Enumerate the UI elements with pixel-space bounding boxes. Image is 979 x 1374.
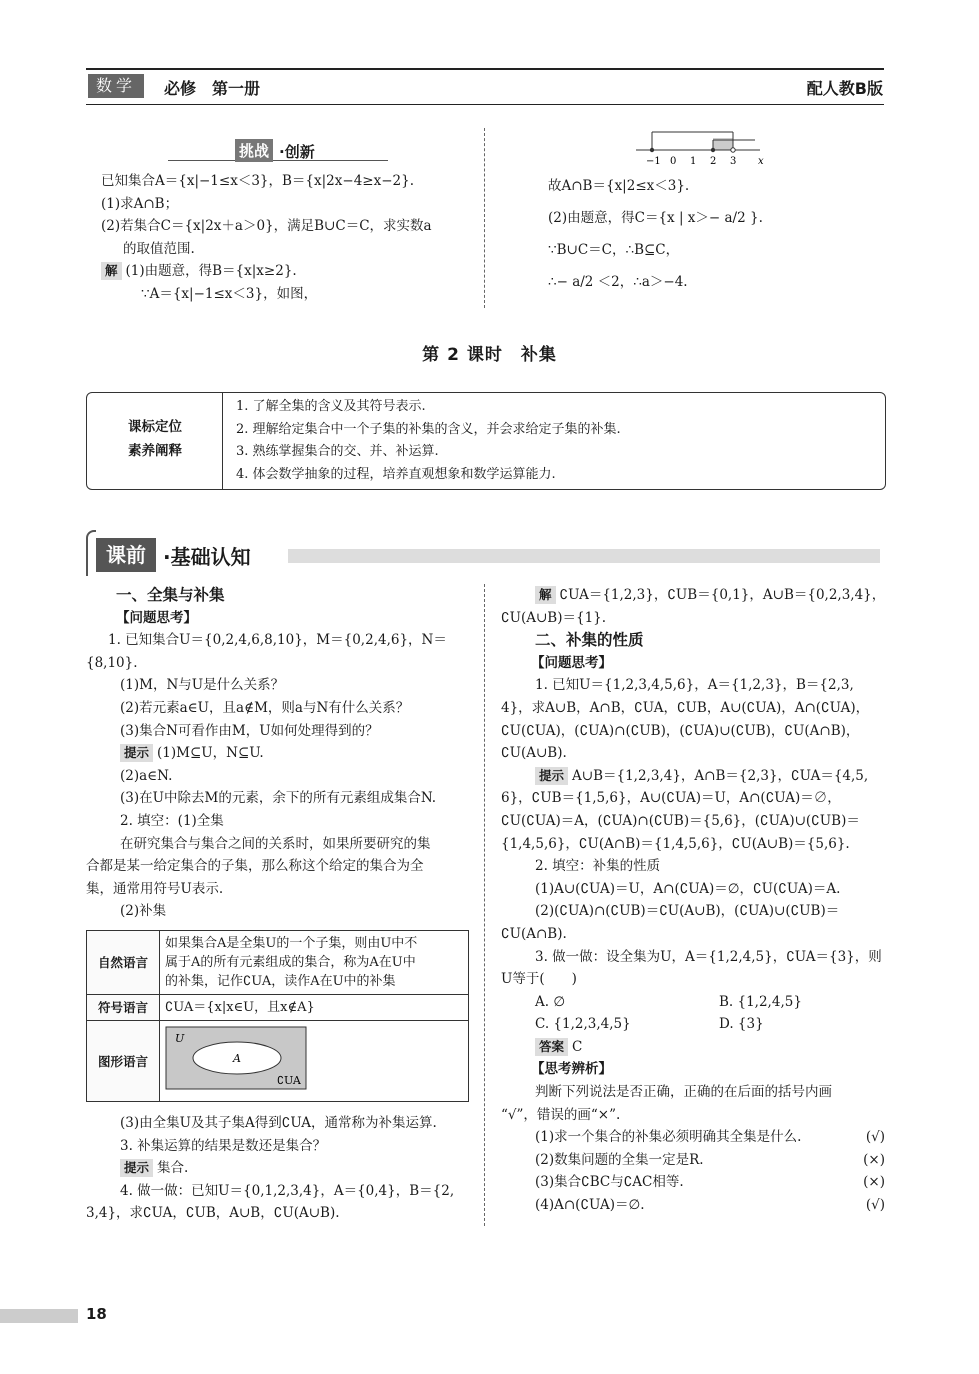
page-number: 18: [86, 1305, 107, 1323]
option-c: C. {1,2,3,4,5}: [535, 1016, 631, 1033]
solution-line: (2)由题意，得C＝{x | x＞− a/2 }.: [548, 210, 763, 226]
judge-mark: (×): [863, 1174, 885, 1191]
p2-line: 2. 填空：补集的性质: [535, 858, 661, 875]
challenge-rule: [168, 160, 388, 161]
hint-text: (1)M⊆U，N⊆U.: [157, 745, 264, 762]
p2-sub: (2)(∁UA)∩(∁UB)＝∁U(A∪B)，(∁UA)∪(∁UB)＝: [535, 903, 840, 920]
hint-text: 集合.: [157, 1160, 189, 1177]
q1-sub: (3)集合N可看作由M，U如何处理得到的？: [120, 722, 379, 739]
option-d: D. {3}: [719, 1016, 764, 1033]
p1-line: 4}，求A∪B，A∩B，∁UA，∁UB，A∪(∁UA)，A∩(∁UA)，: [501, 699, 870, 716]
challenge-tag: 挑战: [235, 139, 273, 162]
table-label: 图形语言: [87, 1021, 160, 1102]
solution-line: ∁U(A∪B)＝{1}.: [501, 609, 607, 626]
q2-sub: (3)由全集U及其子集A得到∁UA，通常称为补集运算.: [120, 1115, 437, 1131]
q1-sub: (2)若元素a∈U，且a∉M，则a与N有什么关系？: [120, 699, 410, 716]
solution-tag: 解: [535, 586, 556, 604]
venn-u-label: U: [175, 1032, 185, 1045]
tick-label: 3: [730, 156, 737, 167]
goal-item: 4. 体会数学抽象的过程，培养直观想象和数学运算能力.: [236, 466, 556, 482]
q1-line: {8,10}.: [86, 654, 138, 671]
p2-sub: ∁U(A∩B).: [501, 925, 567, 942]
section-banner: 课前: [96, 538, 156, 572]
tick-label: 2: [710, 156, 717, 167]
option-a: A. ∅: [535, 993, 566, 1010]
solution-line: 故A∩B＝{x|2≤x＜3}.: [548, 178, 690, 194]
hint-tag: 提示: [120, 744, 153, 762]
p1-line: ∁U(A∪B).: [501, 745, 567, 762]
p1-line: ∁U(∁UA)，(∁UA)∩(∁UB)，(∁UA)∪(∁UB)，∁U(A∩B)，: [501, 722, 860, 739]
table-label: 符号语言: [87, 995, 160, 1021]
goals-list: [236, 396, 621, 486]
q4-line: 4. 做一做：已知U＝{0,1,2,3,4}，A＝{0,4}，B＝{2,: [120, 1182, 455, 1199]
problem-line: 的取值范围.: [123, 240, 195, 257]
venn-complement-label: ∁UA: [277, 1074, 301, 1087]
think-heading: 【问题思考】: [531, 654, 612, 671]
judge-mark: (√): [865, 1197, 885, 1214]
hint-text: (3)在U中除去M的元素，余下的所有元素组成集合N.: [120, 790, 437, 807]
hint-text: (2)a∈N.: [120, 767, 173, 784]
column-divider: [484, 128, 485, 308]
left-column-bottom: [86, 1112, 470, 1225]
analysis-intro: 判断下列说法是否正确，正确的在后面的括号内画: [535, 1084, 832, 1101]
q2-para: 合都是某一给定集合的子集，那么称这个给定的集合为全: [86, 858, 424, 875]
goal-item: 2. 理解给定集合中一个子集的补集的含义，并会求给定子集的补集.: [236, 421, 621, 437]
problem-line: 已知集合A＝{x|−1≤x＜3}，B＝{x|2x−4≥x−2}.: [101, 173, 414, 189]
tick-label: 0: [670, 156, 677, 167]
answer-text: C: [572, 1038, 583, 1055]
problem-line: (1)求A∩B；: [101, 195, 179, 212]
section-title: ·基础认知: [163, 545, 251, 569]
q1-line: 1. 已知集合U＝{0,2,4,6,8,10}，M＝{0,2,4,6}，N＝: [108, 632, 447, 649]
venn-diagram: [165, 1026, 307, 1090]
judge-mark: (×): [863, 1151, 885, 1168]
solution-line: ∴− a/2 ＜2，∴a＞−4.: [548, 274, 688, 290]
judge-mark: (√): [865, 1129, 885, 1146]
hint-tag: 提示: [120, 1159, 153, 1177]
goals-label: 课标定位: [128, 419, 182, 435]
goals-label: 素养阐释: [128, 443, 182, 459]
left-column: [86, 584, 470, 923]
judge-item: (3)集合∁BC与∁AC相等.: [535, 1174, 684, 1191]
solution-line: ∁UA＝{1,2,3}，∁UB＝{0,1}，A∪B＝{0,2,3,4}，: [559, 587, 886, 603]
right-column: [501, 584, 885, 1217]
table-text: 如果集合A是全集U的一个子集，则由U中不: [165, 936, 418, 951]
edition-label: 配人教B版: [806, 79, 883, 98]
banner-corner: [86, 530, 96, 576]
table-text: 的补集，记作∁UA，读作A在U中的补集: [165, 974, 396, 989]
solution-tag: 解: [101, 262, 122, 280]
tick-label: −1: [646, 156, 661, 167]
p1-line: 1. 已知U＝{1,2,3,4,5,6}，A＝{1,2,3}，B＝{2,3,: [535, 677, 854, 694]
q2-line: 2. 填空：(1)全集: [120, 812, 224, 829]
answer-tag: 答案: [535, 1038, 568, 1056]
table-label: 自然语言: [87, 931, 160, 995]
header-top-rule: [86, 68, 884, 70]
hint-text: 6}，∁UB＝{1,5,6}，A∪(∁UA)＝U，A∩(∁UA)＝∅，: [501, 790, 841, 807]
p2-sub: (1)A∪(∁UA)＝U，A∩(∁UA)＝∅，∁U(∁UA)＝A.: [535, 880, 841, 897]
tick-label: x: [758, 156, 764, 167]
solution-line: ∵B∪C＝C，∴B⊆C，: [548, 242, 680, 258]
q2-para: 集，通常用符号U表示.: [86, 880, 224, 897]
goals-divider: [222, 393, 223, 489]
challenge-solution-right: [548, 170, 763, 298]
table-text: 属于A的所有元素组成的集合，称为A在U中: [165, 955, 416, 970]
judge-item: (2)数集问题的全集一定是R.: [535, 1151, 704, 1168]
complement-definition-table: [86, 930, 469, 1102]
problem-line: (2)若集合C＝{x|2x＋a＞0}，满足B∪C＝C，求实数a: [101, 218, 432, 235]
hint-text: ∁U(∁UA)＝A，(∁UA)∩(∁UB)＝{5,6}，(∁UA)∪(∁UB)＝: [501, 812, 860, 829]
goal-item: 3. 熟练掌握集合的交、并、补运算.: [236, 444, 439, 459]
subject-badge: 数学: [88, 74, 144, 98]
q3-line: 3. 补集运算的结果是数还是集合？: [120, 1137, 327, 1154]
challenge-problem: [101, 170, 432, 306]
column-divider: [484, 584, 485, 1226]
hint-text: {1,4,5,6}，∁U(A∩B)＝{1,4,5,6}，∁U(A∪B)＝{5,6}.: [501, 835, 850, 852]
p3-line: U等于( ): [501, 971, 577, 988]
tick-label: 1: [690, 156, 697, 167]
book-title: 必修 第一册: [164, 79, 261, 98]
venn-a-label: A: [233, 1052, 241, 1065]
lesson-title: 第 2 课时 补集: [422, 345, 557, 365]
judge-item: (4)A∩(∁UA)＝∅.: [535, 1197, 645, 1214]
section-bar: [288, 549, 880, 563]
q4-line: 3,4}，求∁UA，∁UB，A∪B，∁U(A∪B).: [86, 1205, 340, 1222]
q2-para: 在研究集合与集合之间的关系时，如果所要研究的集: [120, 835, 431, 852]
page-number-bar: [0, 1309, 78, 1323]
analysis-intro: “√”，错误的画“×”.: [501, 1106, 621, 1123]
hint-text: A∪B＝{1,2,3,4}，A∩B＝{2,3}，∁UA＝{4,5,: [572, 767, 869, 784]
number-line-figure: [630, 128, 770, 170]
p3-line: 3. 做一做：设全集为U，A＝{1,2,4,5}，∁UA＝{3}，则: [535, 948, 882, 965]
q2-sub: (2)补集: [120, 903, 167, 920]
analysis-heading: 【思考辨析】: [531, 1061, 612, 1078]
hint-tag: 提示: [535, 767, 568, 785]
section-heading: 一、全集与补集: [116, 586, 225, 604]
challenge-title: ·创新: [279, 143, 315, 161]
table-text: ∁UA＝{x|x∈U，且x∉A}: [160, 995, 469, 1021]
section-heading: 二、补集的性质: [535, 631, 644, 650]
header-bottom-rule: [86, 104, 884, 105]
option-b: B. {1,2,4,5}: [719, 993, 802, 1010]
goal-item: 1. 了解全集的含义及其符号表示.: [236, 399, 426, 414]
think-heading: 【问题思考】: [116, 609, 197, 626]
solution-line: (1)由题意，得B＝{x|x≥2}.: [125, 263, 297, 280]
judge-item: (1)求一个集合的补集必须明确其全集是什么.: [535, 1129, 802, 1146]
solution-line: ∵A＝{x|−1≤x＜3}，如图，: [141, 285, 318, 302]
q1-sub: (1)M，N与U是什么关系？: [120, 677, 285, 694]
